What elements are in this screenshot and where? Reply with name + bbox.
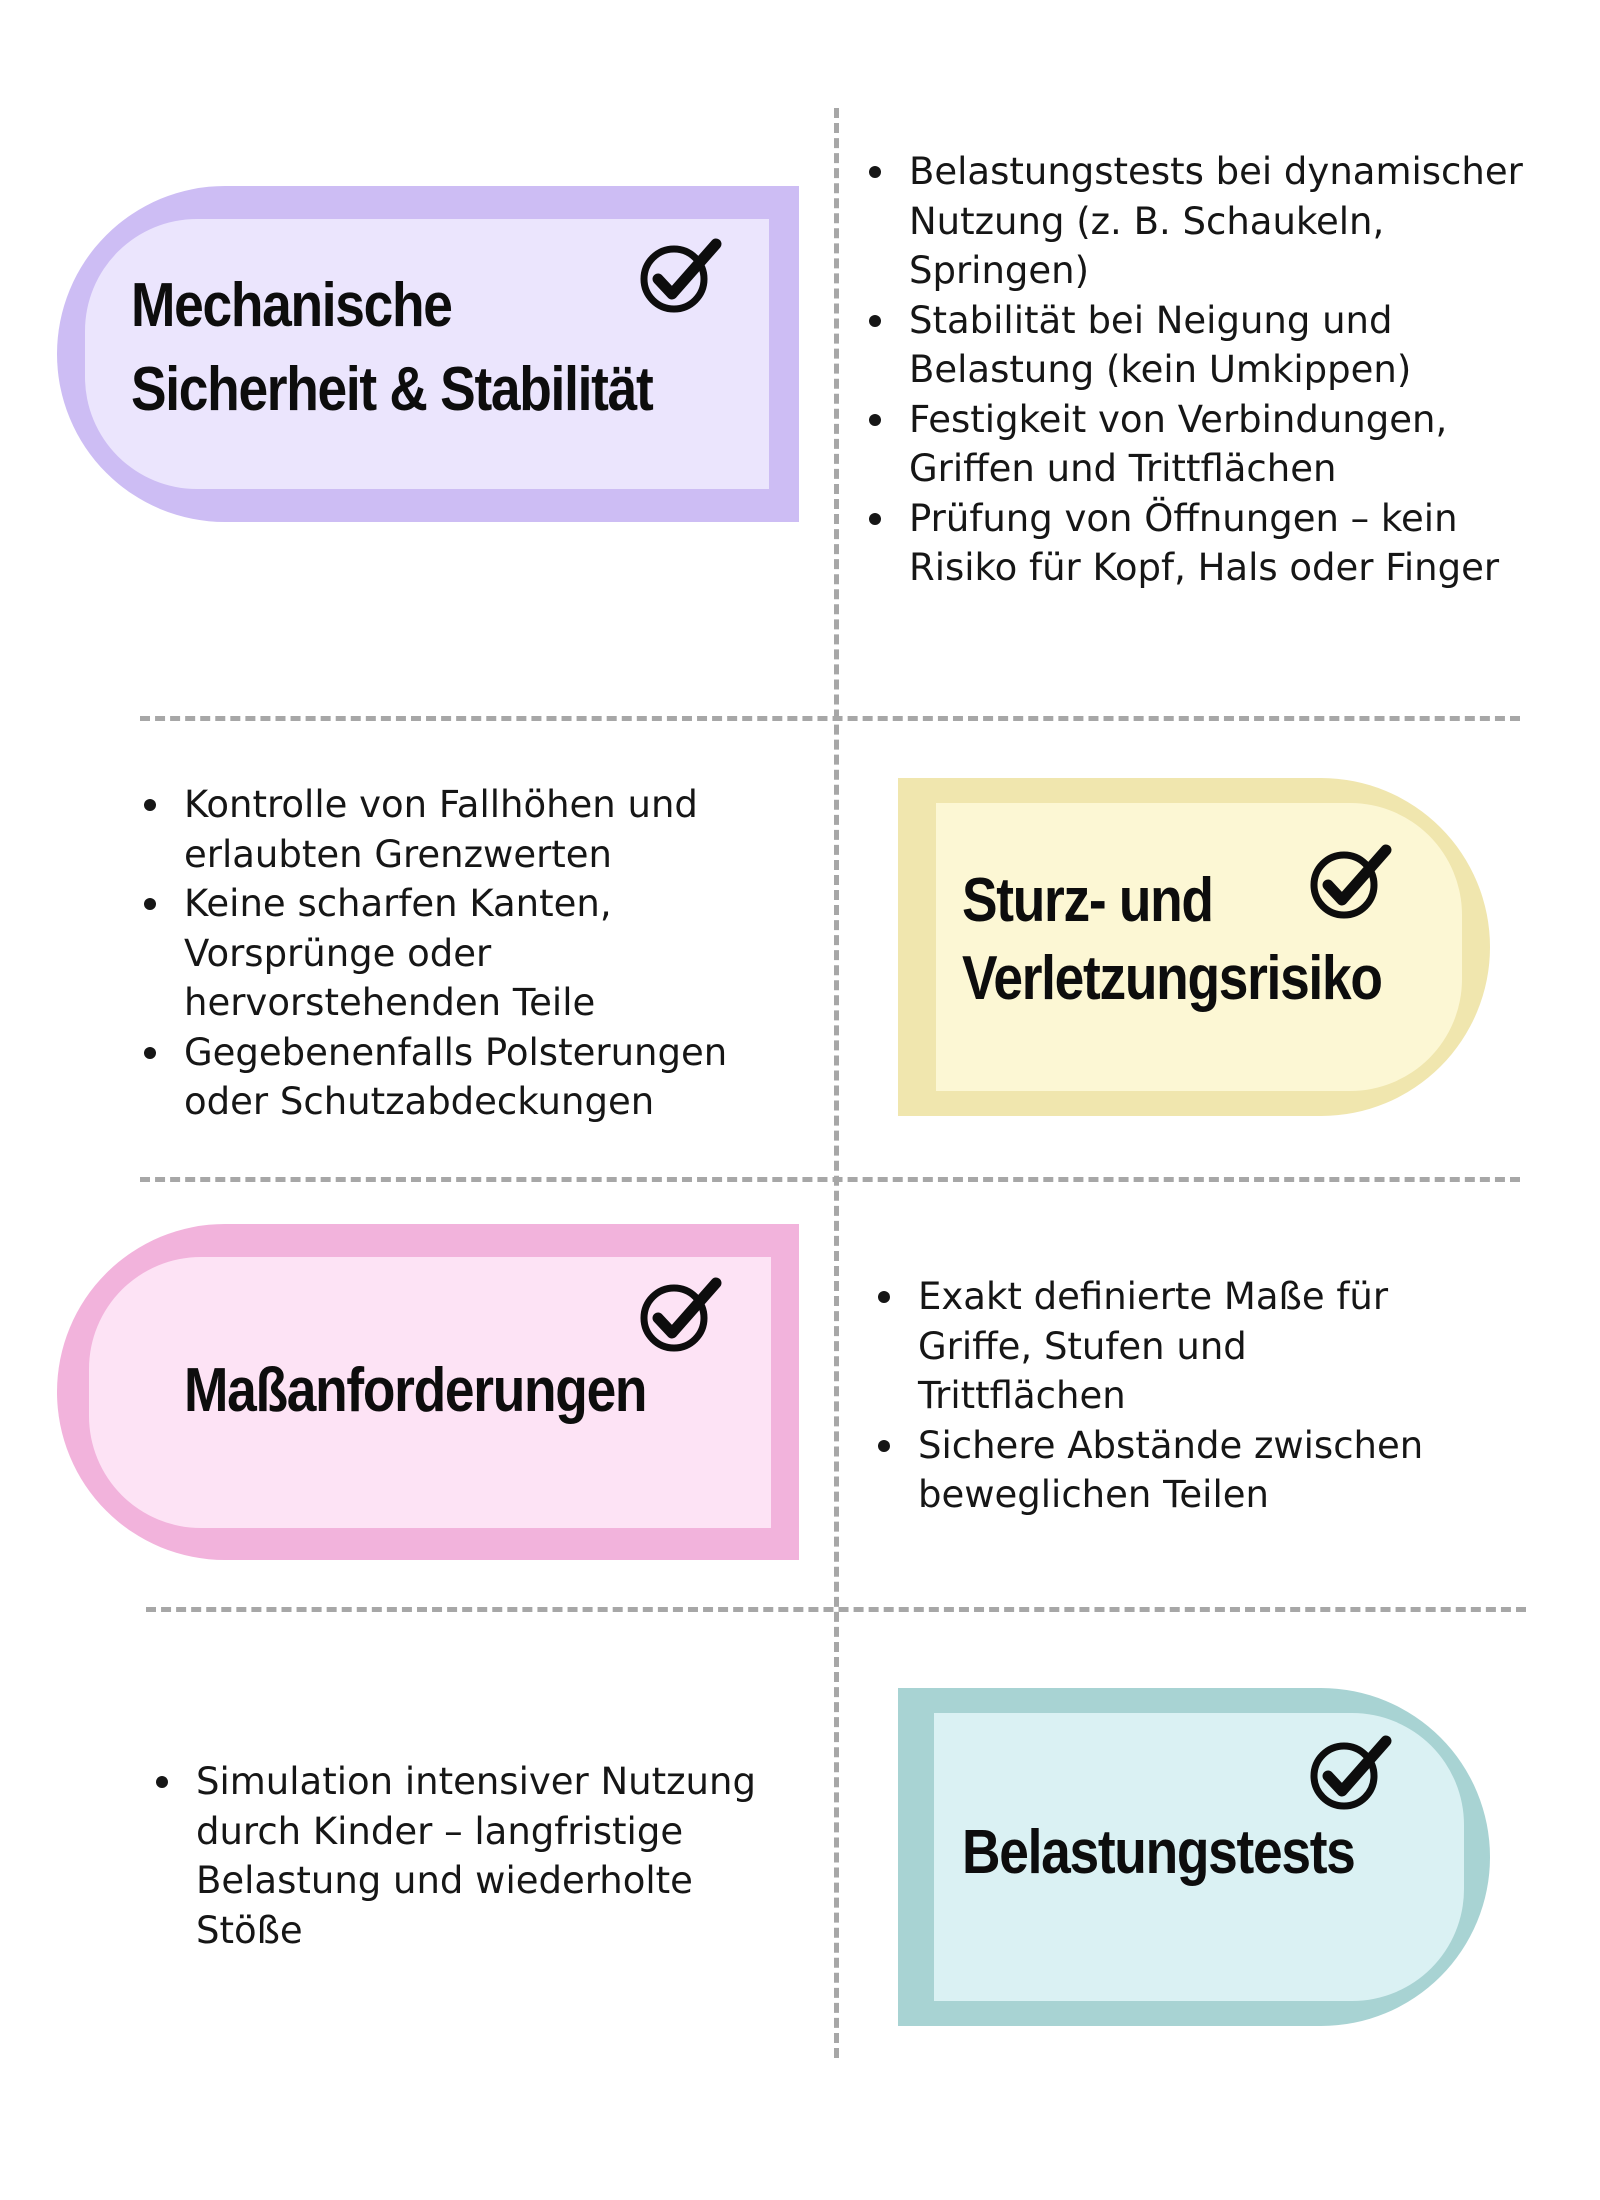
list-item: Keine scharfen Kanten, Vorsprünge oder hervorstehenden Teile: [140, 879, 800, 1028]
list-item: Kontrolle von Fallhöhen und erlaubten Grenzwerten: [140, 780, 800, 879]
list-item: Sichere Abstände zwischen beweglichen Teilen: [874, 1421, 1534, 1520]
badge-mechanische-sicherheit: [57, 186, 799, 522]
list-item: Gegebenenfalls Polsterungen oder Schutzabdeckungen: [140, 1028, 800, 1127]
list-item: Festigkeit von Verbindungen, Griffen und Trittflächen: [865, 395, 1565, 494]
check-circle-icon: [634, 236, 724, 316]
horizontal-divider-2: [140, 1177, 1520, 1182]
check-circle-icon: [1304, 842, 1394, 922]
badge-massanforderungen: [57, 1224, 799, 1560]
badge-title: Belastungstests: [962, 1818, 1355, 1887]
badge-title: Maßanforderungen: [184, 1356, 647, 1425]
bullet-list-massanforderungen: [874, 1272, 1534, 1520]
bullet-list-sturz-verletzungsrisiko: [140, 780, 800, 1127]
badge-title-line-1: Mechanische: [131, 271, 452, 340]
list-item: Exakt definierte Maße für Griffe, Stufen und Trittflächen: [874, 1272, 1534, 1421]
list-item: Prüfung von Öffnungen – kein Risiko für Kopf, Hals oder Finger: [865, 494, 1565, 593]
list-item: Stabilität bei Neigung und Belastung (kein Umkippen): [865, 296, 1565, 395]
list-item: Belastungstests bei dynamischer Nutzung (z. B. Schaukeln, Springen): [865, 147, 1565, 296]
check-circle-icon: [1304, 1733, 1394, 1813]
vertical-divider: [834, 108, 839, 2058]
badge-sturz-verletzungsrisiko: [898, 778, 1490, 1116]
bullet-list-belastungstests: [152, 1757, 812, 1955]
badge-title-line-2: Verletzungsrisiko: [962, 944, 1382, 1013]
badge-title-line-1: Sturz- und: [962, 866, 1213, 935]
badge-belastungstests: [898, 1688, 1490, 2026]
horizontal-divider-1: [140, 716, 1520, 721]
badge-title-line-2: Sicherheit & Stabilität: [131, 355, 653, 424]
list-item: Simulation intensiver Nutzung durch Kinder – langfristige Belastung und wiederholte Stöße: [152, 1757, 812, 1955]
horizontal-divider-3: [146, 1607, 1526, 1612]
check-circle-icon: [634, 1275, 724, 1355]
bullet-list-mechanische-sicherheit: [865, 147, 1565, 593]
